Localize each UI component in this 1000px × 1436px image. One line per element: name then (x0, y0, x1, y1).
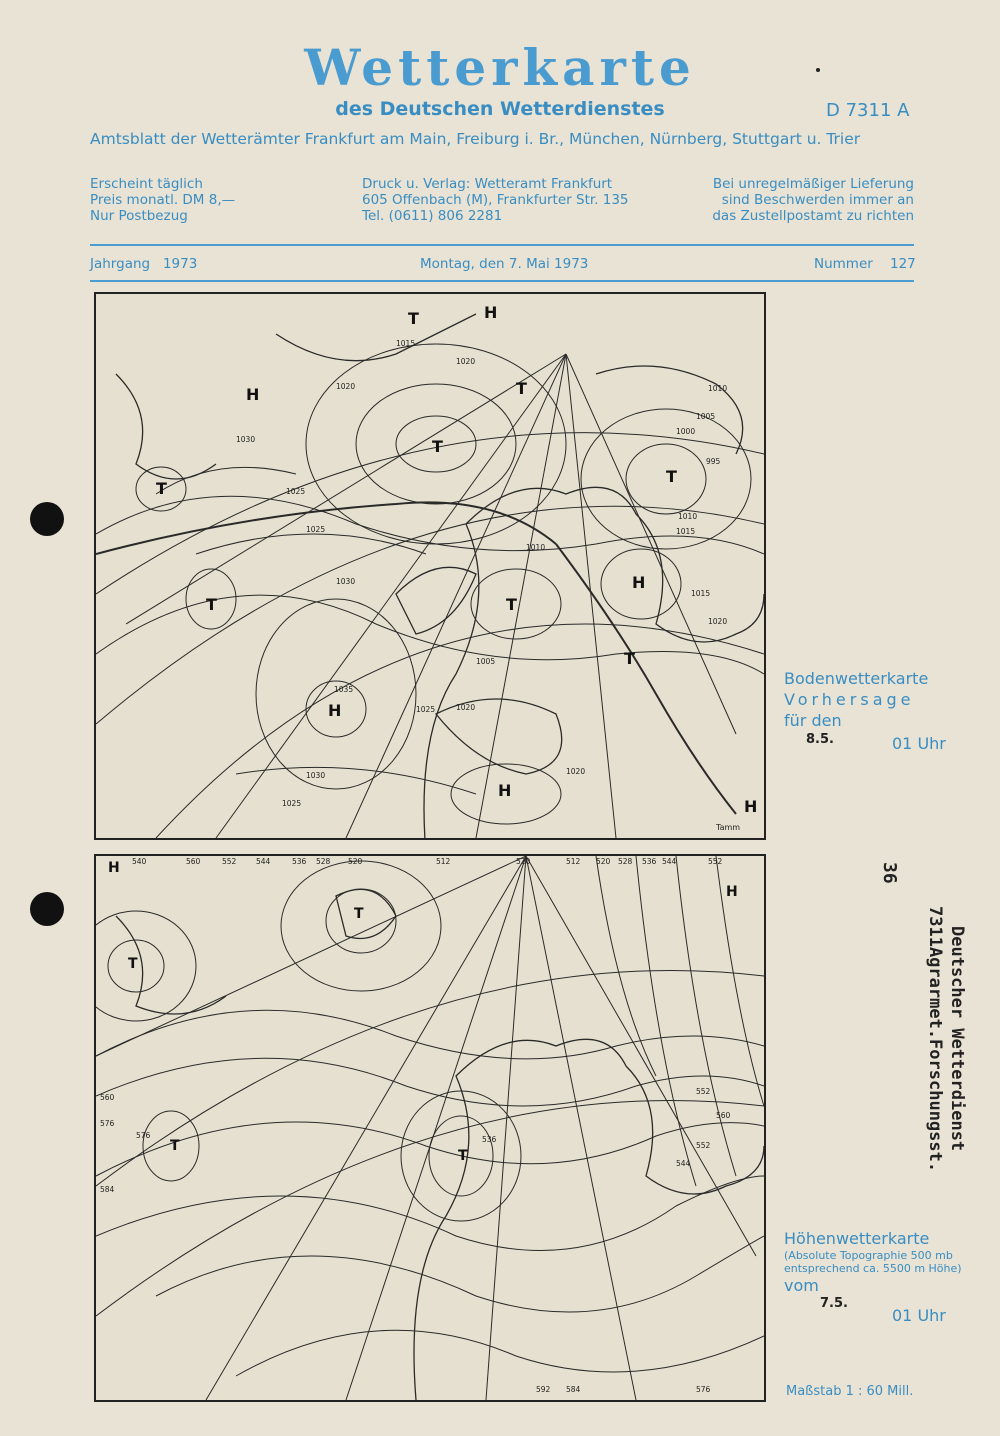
contour-label: 560 (100, 1093, 115, 1102)
pressure-center: T (206, 595, 217, 614)
isobar-label: 1030 (306, 771, 326, 780)
isobar-label: 995 (706, 457, 721, 466)
info-line: Druck u. Verlag: Wetteramt Frankfurt (362, 176, 613, 192)
caption-topography: (Absolute Topographie 500 mb (784, 1249, 953, 1262)
contour-label: 584 (566, 1385, 581, 1394)
info-line: Nur Postbezug (90, 208, 188, 224)
caption-title: Höhenwetterkarte (784, 1229, 930, 1248)
surface-weather-map (94, 292, 766, 840)
pressure-center: T (516, 379, 527, 398)
pressure-center: H (328, 701, 342, 720)
contour-label: 512 (566, 857, 581, 866)
isobar-label: 1000 (676, 427, 696, 436)
contour-label: 552 (696, 1141, 711, 1150)
contour-label: 528 (618, 857, 633, 866)
contour-label: 552 (708, 857, 723, 866)
jahrgang-value: 1973 (162, 256, 198, 272)
library-stamp (924, 906, 968, 1246)
issue-number (814, 256, 916, 272)
info-line: 605 Offenbach (M), Frankfurter Str. 135 (362, 192, 629, 208)
pressure-center: H (632, 573, 646, 592)
pressure-center: H (498, 781, 512, 800)
contour-label: 576 (696, 1385, 711, 1394)
pressure-center: T (624, 649, 635, 668)
stamp-line: Deutscher Wetterdienst (947, 926, 967, 1152)
isobar-label: 1020 (336, 382, 356, 391)
surface-map-caption (784, 668, 928, 731)
upper-map-svg (96, 856, 764, 1400)
contour-label: 520 (596, 857, 611, 866)
publisher-info (362, 176, 629, 224)
isobar-label: 1015 (691, 589, 711, 598)
isobar-label: 1020 (708, 617, 728, 626)
header-rule-top (90, 244, 914, 246)
caption-from: vom (784, 1276, 819, 1295)
subscription-info (90, 176, 235, 224)
isobar-label: 1030 (236, 435, 256, 444)
info-line: das Zustellpostamt zu richten (712, 208, 914, 224)
punch-hole (30, 892, 64, 926)
pressure-center: T (506, 595, 517, 614)
map-signature: Tamm (716, 823, 741, 832)
nummer-label: Nummer (814, 256, 873, 272)
isobar-label: 1035 (334, 685, 354, 694)
stamp-line: 7311Agrarmet.Forschungsst. (925, 906, 945, 1173)
contour-label: 576 (136, 1131, 151, 1140)
nummer-value: 127 (889, 256, 916, 272)
isobar-label: 1025 (306, 525, 326, 534)
info-line: Preis monatl. DM 8,— (90, 192, 236, 208)
isobar-label: 1015 (676, 527, 696, 536)
contour-label: 528 (316, 857, 331, 866)
contour-label: 576 (100, 1119, 115, 1128)
isobar-label: 1025 (286, 487, 306, 496)
jahrgang-label: Jahrgang (90, 256, 151, 272)
upper-center: H (108, 860, 120, 876)
newspaper-title: Wetterkarte (304, 38, 696, 97)
isobar-label: 1005 (696, 412, 716, 421)
contour-label: 520 (516, 857, 531, 866)
surface-map-svg (96, 294, 764, 838)
info-line: sind Beschwerden immer an (721, 192, 914, 208)
pressure-center: H (246, 385, 260, 404)
isobar-label: 1005 (476, 657, 496, 666)
caption-for-date: für den (784, 711, 842, 730)
contour-label: 536 (482, 1135, 497, 1144)
ink-dot (816, 68, 820, 72)
isobar-label: 1010 (678, 512, 698, 521)
pressure-center: T (666, 467, 677, 486)
issue-code: D 7311 A (826, 100, 910, 121)
surface-map-date: 8.5. (806, 732, 834, 747)
newspaper-subtitle: des Deutschen Wetterdienstes (335, 98, 665, 120)
upper-center: T (458, 1148, 468, 1164)
contour-label: 536 (292, 857, 307, 866)
isobar-label: 1020 (566, 767, 586, 776)
map-scale: Maßstab 1 : 60 Mill. (786, 1384, 914, 1399)
caption-forecast: Vorhersage (784, 690, 915, 709)
contour-label: 592 (536, 1385, 551, 1394)
pressure-center: T (432, 437, 443, 456)
contour-label: 544 (256, 857, 271, 866)
isobar-label: 1010 (526, 543, 546, 552)
pressure-center: T (156, 479, 167, 498)
contour-label: 540 (132, 857, 147, 866)
header-rule-bottom (90, 280, 914, 282)
upper-air-map (94, 854, 766, 1402)
isobar-label: 1015 (396, 339, 416, 348)
punch-hole (30, 502, 64, 536)
upper-map-date: 7.5. (820, 1296, 848, 1311)
caption-title: Bodenwetterkarte (784, 669, 929, 688)
delivery-info (700, 176, 914, 224)
surface-map-time: 01 Uhr (892, 734, 946, 753)
contour-label: 536 (642, 857, 657, 866)
contour-label: 552 (696, 1087, 711, 1096)
isobar-label: 1010 (708, 384, 728, 393)
info-line: Erscheint täglich (90, 176, 203, 192)
caption-height: entsprechend ca. 5500 m Höhe) (784, 1262, 962, 1275)
info-line: Bei unregelmäßiger Lieferung (712, 176, 914, 192)
pressure-center: H (744, 797, 758, 816)
contour-label: 584 (100, 1185, 115, 1194)
isobar-label: 1025 (282, 799, 302, 808)
isobar-label: 1020 (456, 703, 476, 712)
contour-label: 560 (716, 1111, 731, 1120)
contour-label: 544 (662, 857, 677, 866)
contour-label: 512 (436, 857, 451, 866)
contour-label: 560 (186, 857, 201, 866)
upper-center: H (726, 884, 738, 900)
contour-label: 552 (222, 857, 237, 866)
issue-date: Montag, den 7. Mai 1973 (420, 256, 589, 272)
upper-center: T (170, 1138, 180, 1154)
upper-center: T (128, 956, 138, 972)
stamp-number: 36 (879, 862, 900, 884)
info-line: Tel. (0611) 806 2281 (362, 208, 503, 224)
isobar-label: 1025 (416, 705, 436, 714)
isobar-label: 1030 (336, 577, 356, 586)
upper-center: T (354, 906, 364, 922)
isobar-label: 1020 (456, 357, 476, 366)
jahrgang (90, 256, 197, 272)
contour-label: 520 (348, 857, 363, 866)
pressure-center: H (484, 303, 498, 322)
upper-map-time: 01 Uhr (892, 1306, 946, 1325)
contour-label: 544 (676, 1159, 691, 1168)
official-gazette-line: Amtsblatt der Wetterämter Frankfurt am Main, Freiburg i. Br., München, Nürnberg, Stuttgart u. Trier (90, 130, 861, 148)
pressure-center: T (408, 309, 419, 328)
